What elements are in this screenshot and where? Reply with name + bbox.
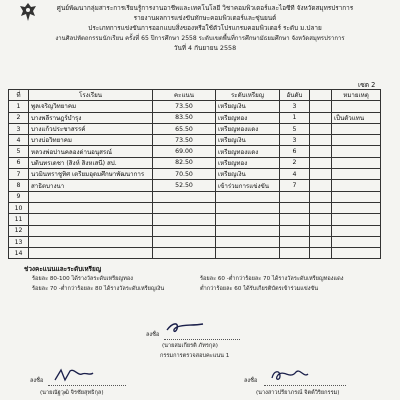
remark-note (332, 225, 381, 236)
score-value: 82.50 (153, 157, 216, 168)
set-label: เซต 2 (358, 81, 376, 89)
signature-prefix-right: ลงชื่อ (244, 378, 258, 384)
header-line-1: ศูนย์พัฒนากลุ่มสาระการเรียนรู้การงานอาชีพและเทคโนโลยี วิชาคอมพิวเตอร์และไอซีที จังหวัดสมุทรปราการ (56, 4, 354, 12)
remark-note (332, 180, 381, 191)
blank-cell (310, 214, 332, 225)
garuda-emblem-icon (18, 1, 38, 25)
medal-level (216, 191, 280, 202)
school-name: บางบ่อวิทยาคม (29, 135, 153, 146)
signature-role-top: กรรมการตรวจสอบคะแนน 1 (160, 353, 230, 359)
remark-note (332, 101, 381, 112)
school-name: นวมินทราชูทิศ เตรียมอุดมศึกษาพัฒนาการ (29, 169, 153, 180)
blank-cell (310, 169, 332, 180)
score-value (153, 236, 216, 247)
table-row (9, 146, 381, 157)
rank-value: 3 (280, 101, 310, 112)
table-row (9, 135, 381, 146)
header-level: ระดับเหรียญ (216, 90, 280, 101)
score-value (153, 248, 216, 259)
signature-name-left: (นายณัฐวุฒิ จิรชัยสุทธิกุล) (40, 390, 104, 396)
remark-note (332, 202, 381, 213)
row-number: 2 (9, 112, 29, 123)
row-number: 12 (9, 225, 29, 236)
rank-value (280, 236, 310, 247)
remark-note (332, 191, 381, 202)
criteria-gold: ร้อยละ 80-100 ได้รางวัลระดับเหรียญทอง (32, 276, 133, 282)
remark-note (332, 135, 381, 146)
header-blank (310, 90, 332, 101)
blank-cell (310, 191, 332, 202)
school-name: หลวงพ่อปานคลองด่านอนุสรณ์ (29, 146, 153, 157)
header-date: วันที่ 4 กันยายน 2558 (173, 44, 237, 52)
rank-value: 7 (280, 180, 310, 191)
row-number: 6 (9, 157, 29, 168)
medal-level: เหรียญเงิน (216, 101, 280, 112)
row-number: 1 (9, 101, 29, 112)
header-line-2: รายงานผลการแข่งขันทักษะคอมพิวเตอร์และซุ่นยนต์ (133, 14, 277, 22)
table-row (9, 202, 381, 213)
score-value (153, 202, 216, 213)
row-number: 4 (9, 135, 29, 146)
table-row (9, 157, 381, 168)
criteria-bronze: ร้อยละ 60 -ต่ำกว่าร้อยละ 70 ได้รางวัลระดับเหรียญทองแดง (200, 276, 344, 282)
rank-value: 5 (280, 123, 310, 134)
remark-note: เป็นตัวแทน (332, 112, 381, 123)
table-row (9, 225, 381, 236)
school-name: บางแก้วประชาสรรค์ (29, 123, 153, 134)
school-name (29, 214, 153, 225)
rank-value: 3 (280, 135, 310, 146)
blank-cell (310, 101, 332, 112)
blank-cell (310, 225, 332, 236)
school-name: พูลเจริญวิทยาคม (29, 101, 153, 112)
signature-line-left (48, 385, 126, 386)
blank-cell (310, 146, 332, 157)
row-number: 8 (9, 180, 29, 191)
school-name (29, 236, 153, 247)
rank-value: 2 (280, 157, 310, 168)
medal-level: เหรียญทอง (216, 112, 280, 123)
row-number: 14 (9, 248, 29, 259)
school-name: บดินทรเดชา (สิงห์ สิงหเสนี) สป. (29, 157, 153, 168)
header-note: หมายเหตุ (332, 90, 381, 101)
row-number: 13 (9, 236, 29, 247)
blank-cell (310, 180, 332, 191)
signature-line-right (264, 385, 346, 386)
medal-level (216, 248, 280, 259)
signature-prefix-left: ลงชื่อ (30, 378, 44, 384)
signature-name-right: (นางสาวปรียาภรณ์ จิตต์วิริยกรรม) (256, 390, 340, 396)
blank-cell (310, 236, 332, 247)
results-table (8, 89, 381, 259)
remark-note (332, 248, 381, 259)
table-row (9, 169, 381, 180)
criteria-participation: ต่ำกว่าร้อยละ 60 ได้รับเกียรติบัตรเข้าร่วมแข่งขัน (200, 286, 319, 292)
row-number: 10 (9, 202, 29, 213)
handwritten-signature-left (52, 366, 96, 384)
row-number: 3 (9, 123, 29, 134)
blank-cell (310, 202, 332, 213)
remark-note (332, 214, 381, 225)
medal-level (216, 202, 280, 213)
medal-level (216, 214, 280, 225)
header-rank: อันดับ (280, 90, 310, 101)
score-value (153, 191, 216, 202)
blank-cell (310, 112, 332, 123)
medal-level: เหรียญเงิน (216, 135, 280, 146)
rank-value (280, 191, 310, 202)
rank-value: 1 (280, 112, 310, 123)
signature-line-top (164, 339, 240, 340)
rank-value (280, 202, 310, 213)
table-row (9, 248, 381, 259)
school-name (29, 202, 153, 213)
table-row (9, 191, 381, 202)
medal-level: เหรียญเงิน (216, 169, 280, 180)
signature-name-top: (นายสมเกียรติ ภัทรกุล) (162, 343, 218, 349)
criteria-title: ช่วงคะแนนและระดับเหรียญ (24, 265, 102, 273)
medal-level: เข้าร่วมการแข่งขัน (216, 180, 280, 191)
table-row (9, 112, 381, 123)
table-row (9, 101, 381, 112)
remark-note (332, 123, 381, 134)
score-value: 70.50 (153, 169, 216, 180)
blank-cell (310, 248, 332, 259)
blank-cell (310, 123, 332, 134)
rank-value (280, 248, 310, 259)
score-value (153, 225, 216, 236)
score-value: 83.50 (153, 112, 216, 123)
row-number: 11 (9, 214, 29, 225)
rank-value: 6 (280, 146, 310, 157)
blank-cell (310, 135, 332, 146)
remark-note (332, 169, 381, 180)
medal-level (216, 225, 280, 236)
score-value: 69.00 (153, 146, 216, 157)
header-line-3: ประเภทการแข่งขันการออกแบบสิ่งของหรือใช้ตัวโปรแกรมคอมพิวเตอร์ ระดับ ม.ปลาย (88, 24, 322, 32)
header-no: ที่ (9, 90, 29, 101)
school-name: สาธิตบางนา (29, 180, 153, 191)
remark-note (332, 236, 381, 247)
criteria-silver: ร้อยละ 70 -ต่ำกว่าร้อยละ 80 ได้รางวัลระดับเหรียญเงิน (32, 286, 165, 292)
table-row (9, 180, 381, 191)
rank-value: 4 (280, 169, 310, 180)
score-value: 73.50 (153, 101, 216, 112)
blank-cell (310, 157, 332, 168)
medal-level (216, 236, 280, 247)
header-score: คะแนน (153, 90, 216, 101)
header-line-4: งานศิลปหัตถกรรมนักเรียน ครั้งที่ 65 ปีการศึกษา 2558 ระดับเขตพื้นที่การศึกษามัธยมศึกษา จังหวัดสมุทรปราการ (55, 35, 345, 42)
header-school: โรงเรียน (29, 90, 153, 101)
signature-prefix-top: ลงชื่อ (146, 332, 160, 338)
row-number: 9 (9, 191, 29, 202)
table-row (9, 236, 381, 247)
score-value: 52.50 (153, 180, 216, 191)
table-header-row (9, 90, 381, 101)
row-number: 7 (9, 169, 29, 180)
remark-note (332, 157, 381, 168)
medal-level: เหรียญทอง (216, 157, 280, 168)
rank-value (280, 214, 310, 225)
table-row (9, 214, 381, 225)
rank-value (280, 225, 310, 236)
handwritten-signature-top (163, 318, 211, 336)
school-name: บางพลีราษฎร์บำรุง (29, 112, 153, 123)
remark-note (332, 146, 381, 157)
school-name (29, 225, 153, 236)
row-number: 5 (9, 146, 29, 157)
score-value (153, 214, 216, 225)
handwritten-signature-right (268, 366, 312, 384)
school-name (29, 248, 153, 259)
medal-level: เหรียญทองแดง (216, 123, 280, 134)
score-value: 65.50 (153, 123, 216, 134)
table-row (9, 123, 381, 134)
school-name (29, 191, 153, 202)
score-value: 73.50 (153, 135, 216, 146)
medal-level: เหรียญทองแดง (216, 146, 280, 157)
